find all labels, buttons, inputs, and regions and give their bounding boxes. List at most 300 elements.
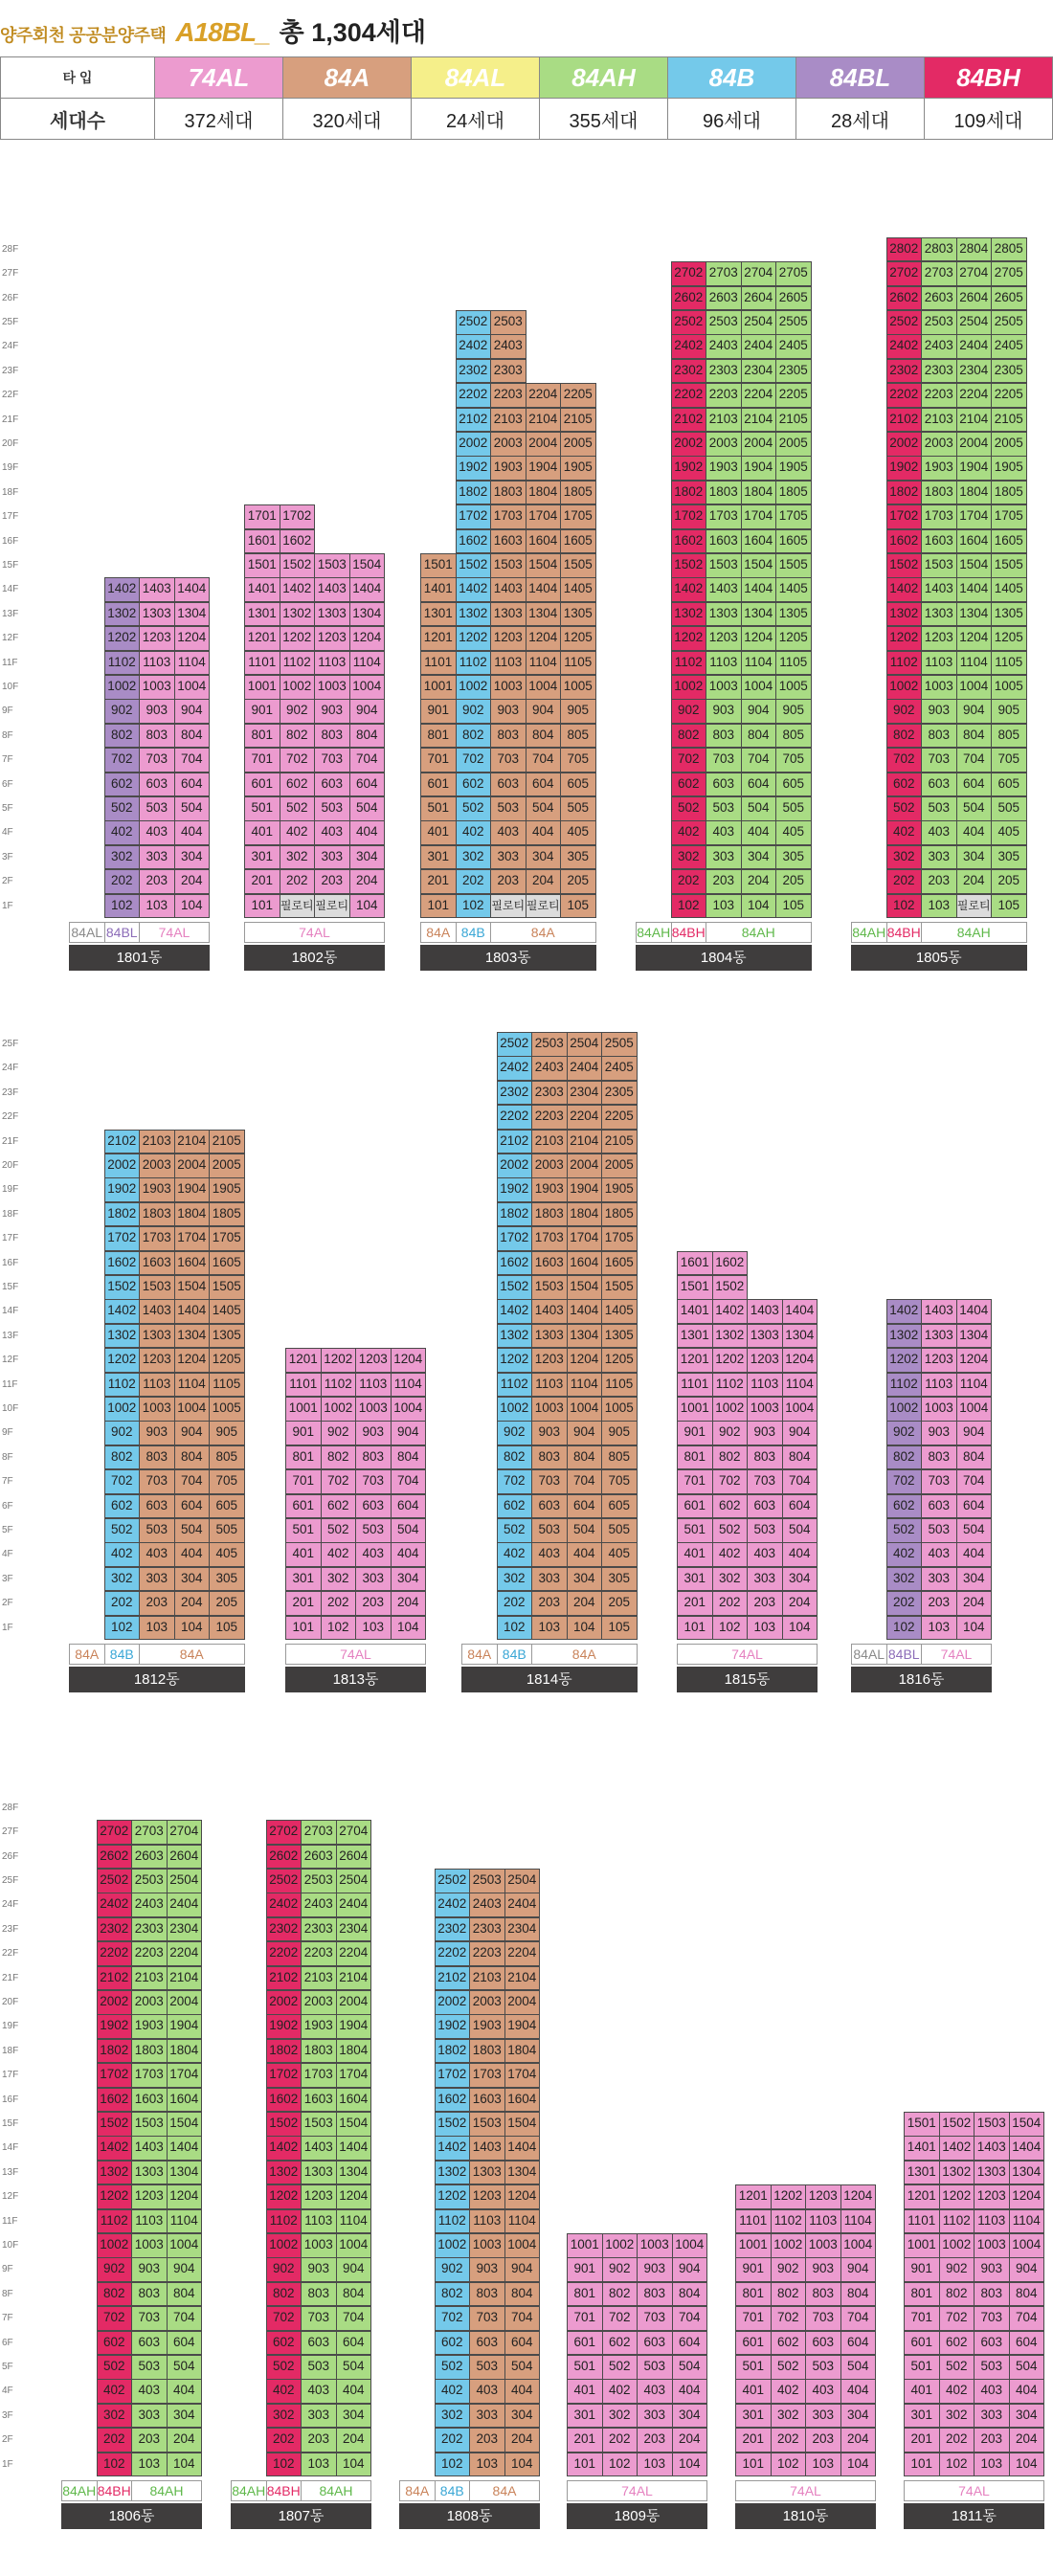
unit-cell: 2303 xyxy=(301,1917,337,1942)
unit-cell: 1602 xyxy=(266,2088,302,2113)
unit-cell: 1204 xyxy=(567,1348,603,1373)
unit-cell: 1103 xyxy=(747,1373,783,1398)
unit-cell: 303 xyxy=(921,845,957,870)
unit-cell: 1004 xyxy=(741,675,777,700)
unit-cell: 2505 xyxy=(601,1032,638,1057)
unit-cell: 803 xyxy=(921,1445,957,1470)
unit-cell: 802 xyxy=(266,2282,302,2307)
unit-cell: 505 xyxy=(209,1518,245,1543)
unit-cell: 604 xyxy=(782,1494,818,1519)
unit-cell: 802 xyxy=(456,724,492,749)
unit-cell: 1203 xyxy=(314,626,350,651)
unit-cell: 2104 xyxy=(167,1966,203,1991)
unit-cell: 1703 xyxy=(921,504,957,529)
unit-cell: 2503 xyxy=(531,1032,568,1057)
unit-cell: 1402 xyxy=(886,1299,923,1324)
unit-cell: 1405 xyxy=(209,1299,245,1324)
unit-cell: 403 xyxy=(637,2379,673,2404)
unit-cell: 504 xyxy=(741,796,777,821)
unit-cell: 402 xyxy=(602,2379,639,2404)
unit-cell: 2105 xyxy=(601,1130,638,1154)
unit-cell: 602 xyxy=(939,2331,975,2356)
unit-cell: 2403 xyxy=(131,1893,168,1917)
unit-cell: 303 xyxy=(805,2404,841,2429)
unit-cell: 102 xyxy=(671,894,707,919)
unit-cell: 1104 xyxy=(167,2209,203,2234)
unit-cell: 103 xyxy=(139,894,175,919)
unit-cell: 902 xyxy=(712,1421,749,1445)
unit-cell: 1401 xyxy=(244,577,280,602)
unit-cell: 2405 xyxy=(991,334,1027,359)
unit-cell: 204 xyxy=(567,1591,603,1616)
unit-cell: 1303 xyxy=(314,602,350,627)
unit-cell: 1102 xyxy=(712,1373,749,1398)
unit-cell: 1604 xyxy=(174,1251,211,1276)
unit-cell: 704 xyxy=(956,1469,993,1494)
unit-cell: 205 xyxy=(775,869,812,894)
unit-cell: 2104 xyxy=(174,1130,211,1154)
unit-cell: 204 xyxy=(1009,2428,1045,2453)
unit-cell: 1103 xyxy=(139,651,175,676)
unit-cell: 202 xyxy=(939,2428,975,2453)
unit-cell: 704 xyxy=(782,1469,818,1494)
unit-cell: 303 xyxy=(314,845,350,870)
unit-cell: 2703 xyxy=(921,261,957,286)
unit-cell: 1102 xyxy=(771,2209,807,2234)
unit-cell: 702 xyxy=(771,2306,807,2331)
unit-cell: 305 xyxy=(209,1567,245,1592)
unit-cell: 504 xyxy=(956,1518,993,1543)
unit-cell: 2002 xyxy=(886,432,923,457)
unit-cell: 1805 xyxy=(775,481,812,505)
unit-cell: 1702 xyxy=(97,2063,133,2088)
unit-cell: 104 xyxy=(504,2453,541,2477)
floor-label: 10F xyxy=(2,1403,19,1414)
unit-cell: 1504 xyxy=(567,1275,603,1300)
unit-cell: 201 xyxy=(735,2428,772,2453)
unit-cell: 1102 xyxy=(321,1373,357,1398)
unit-cell: 404 xyxy=(840,2379,877,2404)
unit-cell: 903 xyxy=(921,699,957,724)
unit-cell: 902 xyxy=(456,699,492,724)
unit-cell: 502 xyxy=(886,1518,923,1543)
floor-label: 23F xyxy=(2,365,19,376)
unit-cell: 2703 xyxy=(131,1820,168,1845)
unit-cell: 202 xyxy=(266,2428,302,2453)
unit-cell: 802 xyxy=(886,1445,923,1470)
unit-cell: 2102 xyxy=(886,408,923,433)
unit-cell: 403 xyxy=(469,2379,505,2404)
unit-cell: 104 xyxy=(174,894,211,919)
unit-cell: 1005 xyxy=(209,1397,245,1422)
unit-cell: 704 xyxy=(840,2306,877,2331)
unit-cell: 2705 xyxy=(775,261,812,286)
unit-cell: 2102 xyxy=(456,408,492,433)
unit-cell: 1803 xyxy=(131,2039,168,2064)
unit-cell: 703 xyxy=(131,2306,168,2331)
unit-cell: 1403 xyxy=(301,2136,337,2161)
unit-cell: 2005 xyxy=(209,1154,245,1178)
unit-cell: 801 xyxy=(677,1445,713,1470)
unit-cell: 701 xyxy=(567,2306,603,2331)
unit-cell: 603 xyxy=(637,2331,673,2356)
unit-cell: 2304 xyxy=(336,1917,372,1942)
unit-cell: 2002 xyxy=(456,432,492,457)
project-name: 양주회천 공공분양주택 xyxy=(0,26,167,45)
unit-cell: 203 xyxy=(706,869,742,894)
unit-cell: 1202 xyxy=(939,2184,975,2209)
unit-cell: 1703 xyxy=(301,2063,337,2088)
floor-label: 16F xyxy=(2,2094,19,2105)
unit-cell: 1105 xyxy=(601,1373,638,1398)
unit-cell: 1503 xyxy=(469,2112,505,2137)
unit-cell: 703 xyxy=(637,2306,673,2331)
unit-cell: 501 xyxy=(244,796,280,821)
unit-cell: 1204 xyxy=(741,626,777,651)
unit-cell: 304 xyxy=(336,2404,372,2429)
unit-cell: 604 xyxy=(956,1494,993,1519)
unit-cell: 1203 xyxy=(355,1348,392,1373)
unit-cell: 703 xyxy=(921,748,957,773)
unit-cell: 1103 xyxy=(469,2209,505,2234)
unit-cell: 1702 xyxy=(886,504,923,529)
unit-cell: 203 xyxy=(469,2428,505,2453)
unit-cell: 1502 xyxy=(497,1275,533,1300)
floor-label: 27F xyxy=(2,1826,19,1838)
unit-cell: 1702 xyxy=(456,504,492,529)
unit-cell: 1402 xyxy=(712,1299,749,1324)
unit-cell: 904 xyxy=(504,2257,541,2282)
unit-cell: 2203 xyxy=(131,1941,168,1966)
unit-cell: 704 xyxy=(526,748,562,773)
unit-cell: 1504 xyxy=(504,2112,541,2137)
unit-cell: 1504 xyxy=(1009,2112,1045,2137)
unit-cell: 602 xyxy=(712,1494,749,1519)
unit-cell: 604 xyxy=(840,2331,877,2356)
unit-cell: 1805 xyxy=(209,1202,245,1227)
unit-cell: 303 xyxy=(301,2404,337,2429)
unit-cell: 1403 xyxy=(921,1299,957,1324)
unit-cell: 1501 xyxy=(420,553,457,578)
unit-cell: 1602 xyxy=(97,2088,133,2113)
unit-cell: 501 xyxy=(904,2355,940,2380)
unit-cell: 1005 xyxy=(560,675,596,700)
unit-cell: 1303 xyxy=(139,602,175,627)
unit-cell: 703 xyxy=(301,2306,337,2331)
unit-cell: 2202 xyxy=(97,1941,133,1966)
unit-cell: 902 xyxy=(886,699,923,724)
unit-cell: 203 xyxy=(531,1591,568,1616)
unit-cell: 2603 xyxy=(301,1845,337,1870)
unit-cell: 202 xyxy=(886,1591,923,1616)
unit-cell: 604 xyxy=(526,773,562,797)
unit-cell: 204 xyxy=(174,1591,211,1616)
unit-cell: 2703 xyxy=(706,261,742,286)
unit-cell: 1601 xyxy=(677,1251,713,1276)
unit-cell: 1804 xyxy=(336,2039,372,2064)
unit-cell: 1003 xyxy=(747,1397,783,1422)
unit-cell: 2303 xyxy=(131,1917,168,1942)
unit-cell: 2202 xyxy=(266,1941,302,1966)
unit-cell: 1304 xyxy=(174,1324,211,1349)
unit-cell: 2304 xyxy=(741,359,777,384)
floor-label: 12F xyxy=(2,1355,19,1366)
unit-cell: 804 xyxy=(672,2282,708,2307)
unit-cell: 302 xyxy=(939,2404,975,2429)
unit-cell: 2305 xyxy=(601,1081,638,1106)
unit-cell: 2103 xyxy=(139,1130,175,1154)
unit-cell: 1602 xyxy=(435,2088,471,2113)
unit-cell: 103 xyxy=(706,894,742,919)
building-name: 1814동 xyxy=(461,1667,638,1692)
unit-cell: 2602 xyxy=(266,1845,302,1870)
unit-cell: 2502 xyxy=(456,310,492,335)
unit-cell: 2205 xyxy=(775,383,812,408)
floor-label: 24F xyxy=(2,1899,19,1911)
unit-cell: 105 xyxy=(560,894,596,919)
unit-cell: 2702 xyxy=(886,261,923,286)
unit-cell: 302 xyxy=(886,845,923,870)
unit-cell: 504 xyxy=(672,2355,708,2380)
unit-cell: 2202 xyxy=(456,383,492,408)
unit-cell: 602 xyxy=(321,1494,357,1519)
floor-label: 13F xyxy=(2,2166,19,2178)
unit-cell: 1203 xyxy=(469,2184,505,2209)
unit-cell: 2103 xyxy=(131,1966,168,1991)
unit-cell: 504 xyxy=(1009,2355,1045,2380)
unit-cell: 603 xyxy=(139,773,175,797)
unit-cell: 503 xyxy=(131,2355,168,2380)
unit-cell: 302 xyxy=(280,845,316,870)
unit-cell: 501 xyxy=(567,2355,603,2380)
unit-cell: 1105 xyxy=(775,651,812,676)
unit-cell: 605 xyxy=(560,773,596,797)
unit-cell: 1303 xyxy=(747,1324,783,1349)
unit-cell: 1805 xyxy=(560,481,596,505)
unit-cell: 603 xyxy=(314,773,350,797)
unit-cell: 1001 xyxy=(677,1397,713,1422)
unit-cell: 1304 xyxy=(567,1324,603,1349)
unit-cell: 1305 xyxy=(991,602,1027,627)
unit-cell: 2005 xyxy=(991,432,1027,457)
unit-cell: 503 xyxy=(706,796,742,821)
unit-cell: 1302 xyxy=(456,602,492,627)
unit-cell: 1102 xyxy=(456,651,492,676)
unit-cell: 704 xyxy=(1009,2306,1045,2331)
unit-cell: 702 xyxy=(456,748,492,773)
unit-cell: 1303 xyxy=(131,2161,168,2185)
unit-cell: 202 xyxy=(602,2428,639,2453)
unit-cell: 1505 xyxy=(991,553,1027,578)
unit-cell: 404 xyxy=(1009,2379,1045,2404)
floor-label: 3F xyxy=(2,851,13,862)
unit-cell: 104 xyxy=(840,2453,877,2477)
unit-cell: 1602 xyxy=(280,529,316,554)
unit-cell: 1805 xyxy=(601,1202,638,1227)
unit-cell: 805 xyxy=(601,1445,638,1470)
unit-cell: 403 xyxy=(921,1542,957,1567)
unit-cell: 1804 xyxy=(567,1202,603,1227)
unit-cell: 502 xyxy=(104,1518,141,1543)
unit-cell: 1402 xyxy=(104,577,141,602)
unit-cell: 2102 xyxy=(435,1966,471,1991)
unit-cell: 801 xyxy=(420,724,457,749)
unit-cell: 1703 xyxy=(469,2063,505,2088)
unit-cell: 1101 xyxy=(735,2209,772,2234)
unit-cell: 1601 xyxy=(244,529,280,554)
unit-cell: 1404 xyxy=(741,577,777,602)
building-name: 1803동 xyxy=(420,945,596,971)
unit-cell: 1103 xyxy=(314,651,350,676)
unit-cell: 602 xyxy=(435,2331,471,2356)
unit-cell: 102 xyxy=(771,2453,807,2477)
unit-cell: 2802 xyxy=(886,237,923,262)
unit-cell: 1304 xyxy=(956,602,993,627)
unit-cell: 2003 xyxy=(469,1990,505,2015)
unit-cell: 2203 xyxy=(921,383,957,408)
unit-cell: 1604 xyxy=(336,2088,372,2113)
unit-cell: 601 xyxy=(735,2331,772,2356)
unit-cell: 402 xyxy=(886,820,923,845)
unit-cell: 502 xyxy=(939,2355,975,2380)
unit-cell: 1904 xyxy=(956,456,993,481)
unit-cell: 305 xyxy=(991,845,1027,870)
unit-cell: 303 xyxy=(747,1567,783,1592)
type-cell-74al: 74AL xyxy=(155,57,283,99)
unit-cell: 305 xyxy=(775,845,812,870)
unit-cell: 203 xyxy=(637,2428,673,2453)
unit-cell: 402 xyxy=(435,2379,471,2404)
unit-cell: 102 xyxy=(321,1616,357,1641)
unit-cell: 1202 xyxy=(280,626,316,651)
floor-label: 11F xyxy=(2,1378,18,1390)
unit-cell: 303 xyxy=(490,845,526,870)
unit-cell: 301 xyxy=(904,2404,940,2429)
unit-cell: 2104 xyxy=(567,1130,603,1154)
unit-cell: 2602 xyxy=(671,286,707,311)
unit-cell: 304 xyxy=(567,1567,603,1592)
unit-cell: 804 xyxy=(504,2282,541,2307)
unit-cell: 2004 xyxy=(504,1990,541,2015)
unit-cell: 1205 xyxy=(991,626,1027,651)
floor-label: 10F xyxy=(2,2240,19,2251)
unit-cell: 1002 xyxy=(671,675,707,700)
unit-cell: 905 xyxy=(209,1421,245,1445)
unit-cell: 904 xyxy=(391,1421,427,1445)
unit-cell: 603 xyxy=(974,2331,1010,2356)
type-cell-84a: 84A xyxy=(283,57,412,99)
unit-cell: 303 xyxy=(139,1567,175,1592)
type-label: 84A xyxy=(139,1644,245,1665)
unit-cell: 2202 xyxy=(497,1105,533,1130)
unit-cell: 402 xyxy=(321,1542,357,1567)
unit-cell: 1302 xyxy=(671,602,707,627)
unit-cell: 2502 xyxy=(435,1869,471,1893)
unit-cell: 804 xyxy=(782,1445,818,1470)
unit-cell: 1802 xyxy=(456,481,492,505)
unit-cell: 1503 xyxy=(706,553,742,578)
unit-cell: 1003 xyxy=(921,1397,957,1422)
floor-label: 26F xyxy=(2,292,19,303)
unit-cell: 2403 xyxy=(706,334,742,359)
unit-cell: 702 xyxy=(602,2306,639,2331)
type-label: 84AH xyxy=(921,922,1027,943)
floor-label: 22F xyxy=(2,1111,19,1123)
unit-cell: 1302 xyxy=(712,1324,749,1349)
unit-cell: 1502 xyxy=(97,2112,133,2137)
unit-cell: 2503 xyxy=(301,1869,337,1893)
floor-label: 1F xyxy=(2,900,13,911)
unit-cell: 2502 xyxy=(497,1032,533,1057)
unit-cell: 303 xyxy=(139,845,175,870)
unit-cell: 1504 xyxy=(741,553,777,578)
unit-cell: 2102 xyxy=(104,1130,141,1154)
unit-cell: 102 xyxy=(456,894,492,919)
unit-cell: 402 xyxy=(771,2379,807,2404)
unit-cell: 701 xyxy=(244,748,280,773)
building-name: 1811동 xyxy=(904,2503,1044,2529)
unit-cell: 304 xyxy=(672,2404,708,2429)
unit-cell: 1903 xyxy=(706,456,742,481)
unit-cell: 203 xyxy=(301,2428,337,2453)
unit-cell: 102 xyxy=(266,2453,302,2477)
floor-label: 23F xyxy=(2,1923,19,1935)
unit-cell: 504 xyxy=(349,796,386,821)
type-label: 84AH xyxy=(61,2480,98,2501)
unit-cell: 2503 xyxy=(921,310,957,335)
unit-cell: 805 xyxy=(991,724,1027,749)
unit-cell: 1304 xyxy=(1009,2161,1045,2185)
unit-cell: 2502 xyxy=(886,310,923,335)
unit-cell: 102 xyxy=(712,1616,749,1641)
unit-cell: 1305 xyxy=(560,602,596,627)
unit-cell: 2003 xyxy=(490,432,526,457)
unit-cell: 1404 xyxy=(526,577,562,602)
unit-cell: 702 xyxy=(939,2306,975,2331)
unit-cell: 2402 xyxy=(97,1893,133,1917)
building-name: 1809동 xyxy=(567,2503,707,2529)
unit-cell: 203 xyxy=(921,1591,957,1616)
unit-cell: 703 xyxy=(314,748,350,773)
unit-cell: 301 xyxy=(244,845,280,870)
type-label: 84B xyxy=(456,922,492,943)
unit-cell: 804 xyxy=(391,1445,427,1470)
unit-cell: 1905 xyxy=(209,1177,245,1202)
unit-cell: 1002 xyxy=(771,2233,807,2258)
unit-cell: 503 xyxy=(355,1518,392,1543)
unit-cell: 902 xyxy=(97,2257,133,2282)
unit-cell: 1403 xyxy=(921,577,957,602)
unit-cell: 1705 xyxy=(775,504,812,529)
unit-cell: 1403 xyxy=(131,2136,168,2161)
floor-label: 18F xyxy=(2,1208,19,1220)
unit-cell: 302 xyxy=(771,2404,807,2429)
unit-cell: 602 xyxy=(497,1494,533,1519)
unit-cell: 204 xyxy=(956,869,993,894)
count-cell-84ah: 355세대 xyxy=(540,99,668,140)
unit-cell: 401 xyxy=(904,2379,940,2404)
pilotis-cell: 필로티 xyxy=(526,894,562,919)
unit-cell: 1403 xyxy=(747,1299,783,1324)
unit-cell: 402 xyxy=(456,820,492,845)
unit-cell: 305 xyxy=(560,845,596,870)
unit-cell: 905 xyxy=(991,699,1027,724)
unit-cell: 1203 xyxy=(921,626,957,651)
unit-cell: 604 xyxy=(1009,2331,1045,2356)
unit-cell: 204 xyxy=(336,2428,372,2453)
unit-cell: 2102 xyxy=(266,1966,302,1991)
unit-cell: 1704 xyxy=(956,504,993,529)
